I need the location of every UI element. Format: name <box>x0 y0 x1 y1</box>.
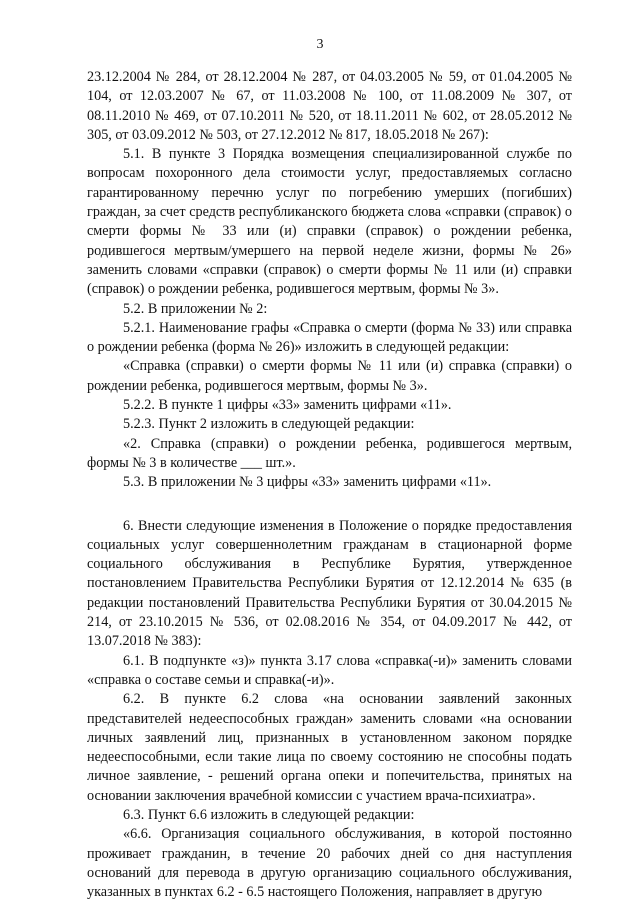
paragraph-5-2-1-quote: «Справка (справки) о смерти формы № 11 или (и) справка (справки) о рождении ребенка, родившегося мертвым, формы № 3». <box>87 358 572 394</box>
section-spacer <box>87 493 572 517</box>
paragraph-6-2: 6.2. В пункте 6.2 слова «на основании заявлений законных представителей недееспособных граждан» заменить словами «на основании личных заявлений лиц, признанных в установленном законом порядке недееспособными, если такие лица по своему состоянию не способны подать личное заявление, - решений органа опеки и попечительства, принятых на основании заключения врачебной комиссии с участием врача-психиатра». <box>87 691 572 804</box>
paragraph-5-2: 5.2. В приложении № 2: <box>123 300 268 317</box>
paragraph-5-2-3: 5.2.3. Пункт 2 изложить в следующей редакции: <box>123 416 415 433</box>
document-body <box>87 68 572 902</box>
paragraph-6: 6. Внести следующие изменения в Положение о порядке предоставления социальных услуг совершеннолетним гражданам в стационарной форме социального обслуживания в Республике Бурятия, утвержденное постановлением Правительства Республики Бурятия от 12.12.2014 № 635 (в редакции постановлений Правительства Республики Бурятия от 30.04.2015 № 214, от 23.10.2015 № 536, от 02.08.2016 № 354, от 04.09.2017 № 442, от 13.07.2018 № 383): <box>87 517 572 650</box>
paragraph-6-1: 6.1. В подпункте «з)» пункта 3.17 слова «справка(-и)» заменить словами «справка о составе семьи и справка(-и)». <box>87 652 572 688</box>
page-number: 3 <box>316 37 324 52</box>
paragraph-5-2-2: 5.2.2. В пункте 1 цифры «33» заменить цифрами «11». <box>123 397 452 414</box>
paragraph-5-2-3-quote: «2. Справка (справки) о рождении ребенка, родившегося мертвым, формы № 3 в количестве ___ шт.». <box>87 435 572 471</box>
paragraph-5-1: 5.1. В пункте 3 Порядка возмещения специализированной службе по вопросам похоронного дела стоимости услуг, предоставляемых согласно гарантированному перечню услуг по погребению умерших (погибших) граждан, за счет средств республиканского бюджета слова «справки (справок) о смерти формы № 33 или (и) справки (справок) о рождении ребенка, родившегося мертвым/умершего на первой неделе жизни, формы № 26» заменить словами «справки (справок) о смерти формы № 11 или (и) справки (справок) о рождении ребенка, родившегося мертвым, формы № 3». <box>87 146 572 298</box>
paragraph-6-6-quote: «6.6. Организация социального обслуживания, в которой постоянно проживает гражданин, в течение 20 рабочих дней со дня наступления оснований для перевода в другую организацию социального обслуживания, указанных в пунктах 6.2 - 6.5 настоящего Положения, направляет в другую <box>87 826 572 901</box>
paragraph-6-3: 6.3. Пункт 6.6 изложить в следующей редакции: <box>123 806 415 823</box>
paragraph-5-3: 5.3. В приложении № 3 цифры «33» заменить цифрами «11». <box>123 474 492 491</box>
paragraph-5-2-1: 5.2.1. Наименование графы «Справка о смерти (форма № 33) или справка о рождении ребенка (форма № 26)» изложить в следующей редакции: <box>87 319 572 356</box>
paragraph-amendment-list-continuation: 23.12.2004 № 284, от 28.12.2004 № 287, от 04.03.2005 № 59, от 01.04.2005 № 104, от 12.03.2007 № 67, от 11.03.2008 № 100, от 11.08.2009 № 307, от 08.11.2010 № 469, от 07.10.2011 № 520, от 18.11.2011 № 602, от 28.05.2012 № 305, от 03.09.2012 № 503, от 27.12.2012 № 817, 18.05.2018 № 267): <box>87 69 572 143</box>
